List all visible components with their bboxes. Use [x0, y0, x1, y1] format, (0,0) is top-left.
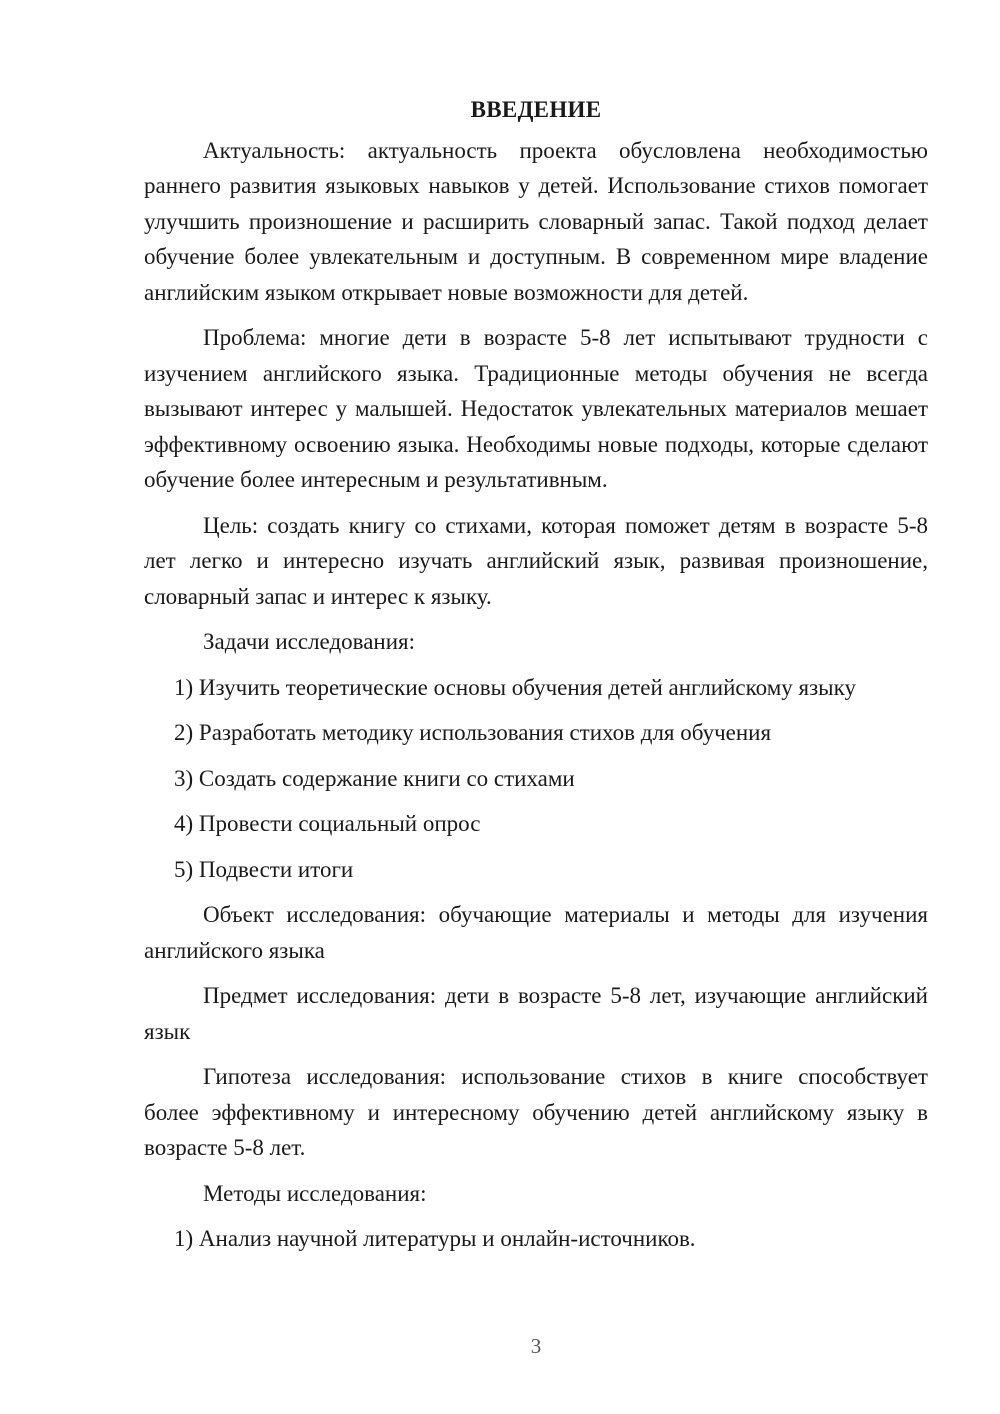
task-item: 5) Подвести итоги	[174, 856, 354, 882]
task-item: 4) Провести социальный опрос	[174, 811, 481, 836]
hypothesis-paragraph: Гипотеза исследования: использование стихов в книге способствует более эффективному и интересному обучению детей английскому языку в возрасте 5-8 лет.	[144, 1064, 928, 1160]
task-item: 3) Создать содержание книги со стихами	[174, 765, 575, 791]
method-item: 1) Анализ научной литературы и онлайн-источников.	[174, 1226, 696, 1251]
task-item: 1) Изучить теоретические основы обучения детей английскому языку	[174, 674, 856, 700]
document-body	[144, 92, 928, 1267]
task-item: 2) Разработать методику использования стихов для обучения	[174, 720, 772, 745]
subject-paragraph: Предмет исследования: дети в возрасте 5-8 лет, изучающие английский язык	[144, 983, 928, 1044]
problem-paragraph: Проблема: многие дети в возрасте 5-8 лет испытывают трудности с изучением английского языка. Традиционные методы обучения не всегда вызывают интерес у малышей. Недостаток увлекательных материалов мешает эффективному освоению языка. Необходимы новые подходы, которые сделают обучение более интересным и результативным.	[144, 325, 928, 492]
methods-heading: Методы исследования:	[203, 1180, 427, 1206]
relevance-paragraph: Актуальность: актуальность проекта обусловлена необходимостью раннего развития языковых навыков у детей. Использование стихов помогает улучшить произношение и расширить словарный запас. Такой подход делает обучение более увлекательным и доступным. В современном мире владение английским языком открывает новые возможности для детей.	[144, 137, 928, 305]
tasks-heading: Задачи исследования:	[203, 629, 416, 654]
page-number: 3	[530, 1334, 542, 1358]
page-title: ВВЕДЕНИЕ	[470, 97, 602, 122]
object-paragraph: Объект исследования: обучающие материалы и методы для изучения английского языка	[144, 902, 928, 963]
goal-paragraph: Цель: создать книгу со стихами, которая поможет детям в возрасте 5-8 лет легко и интересно изучать английский язык, развивая произношение, словарный запас и интерес к языку.	[144, 512, 928, 609]
